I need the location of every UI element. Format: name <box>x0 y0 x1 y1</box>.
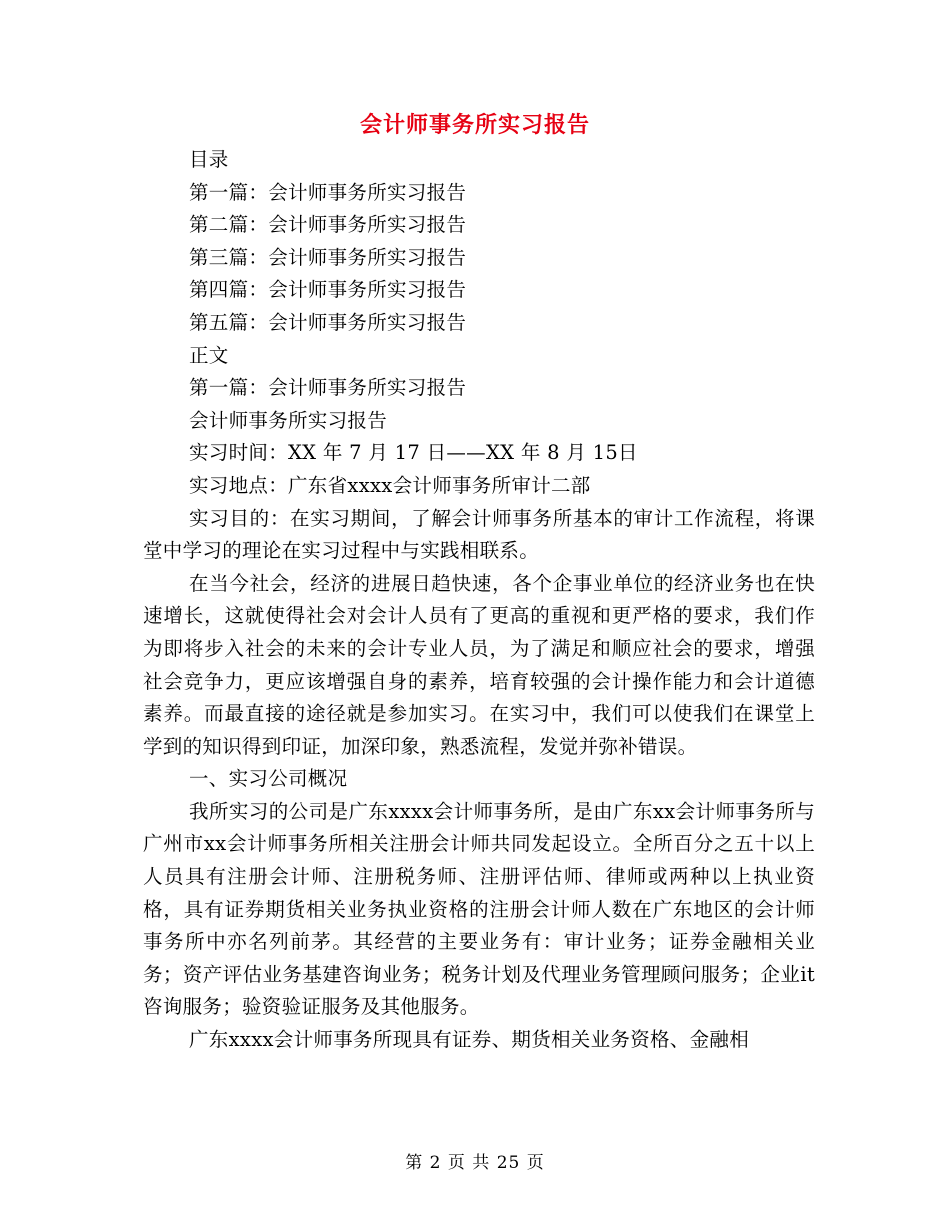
document-title: 会计师事务所实习报告 <box>359 112 590 138</box>
toc-item-2: 第二篇：会计师事务所实习报告 <box>189 213 467 237</box>
paragraph-company: 我所实习的公司是广东xxxx会计师事务所，是由广东xx会计师事务所与广州市xx会计师事务所相关注册会计师共同发起设立。全所百分之五十以上人员具有注册会计师、注册税务师、注册评估师、律师或两种以上执业资格，具有证券期货相关业务执业资格的注册会计师人数在广东地区的会计师事务所中亦名列前茅。其经营的主要业务有：审计业务；证券金融相关业务；资产评估业务基建咨询业务；税务计划及代理业务管理顾问服务；企业it咨询服务；验资验证服务及其他服务。 <box>143 799 815 1019</box>
body-heading: 正文 <box>189 343 229 367</box>
section-heading: 一、实习公司概况 <box>189 767 348 791</box>
toc-heading: 目录 <box>189 148 229 171</box>
toc-item-1: 第一篇：会计师事务所实习报告 <box>189 180 467 204</box>
page-footer: 第 2 页 共 25 页 <box>405 1153 545 1173</box>
paragraph-background: 在当今社会，经济的进展日趋快速，各个企事业单位的经济业务也在快速增长，这就使得社会对会计人员有了更高的重视和更严格的要求，我们作为即将步入社会的未来的会计专业人员，为了满足和顺应社会的要求，增强社会竞争力，更应该增强自身的素养，培育较强的会计操作能力和会计道德素养。而最直接的途径就是参加实习。在实习中，我们可以使我们在课堂上学到的知识得到印证，加深印象，熟悉流程，发觉并弥补错误。 <box>143 571 815 758</box>
document-body <box>143 144 815 1057</box>
paragraph-qualifications: 广东xxxx会计师事务所现具有证券、期货相关业务资格、金融相 <box>189 1028 749 1052</box>
chapter-title: 第一篇：会计师事务所实习报告 <box>189 376 467 400</box>
paragraph-purpose: 实习目的：在实习期间，了解会计师事务所基本的审计工作流程，将课堂中学习的理论在实习过程中与实践相联系。 <box>143 506 815 563</box>
toc-item-4: 第四篇：会计师事务所实习报告 <box>189 278 467 302</box>
toc-item-5: 第五篇：会计师事务所实习报告 <box>189 310 467 334</box>
internship-time: 实习时间：XX 年 7 月 17 日——XX 年 8 月 15日 <box>189 441 638 465</box>
report-title: 会计师事务所实习报告 <box>189 408 388 432</box>
toc-item-3: 第三篇：会计师事务所实习报告 <box>189 245 467 269</box>
internship-location: 实习地点：广东省xxxx会计师事务所审计二部 <box>189 473 591 497</box>
